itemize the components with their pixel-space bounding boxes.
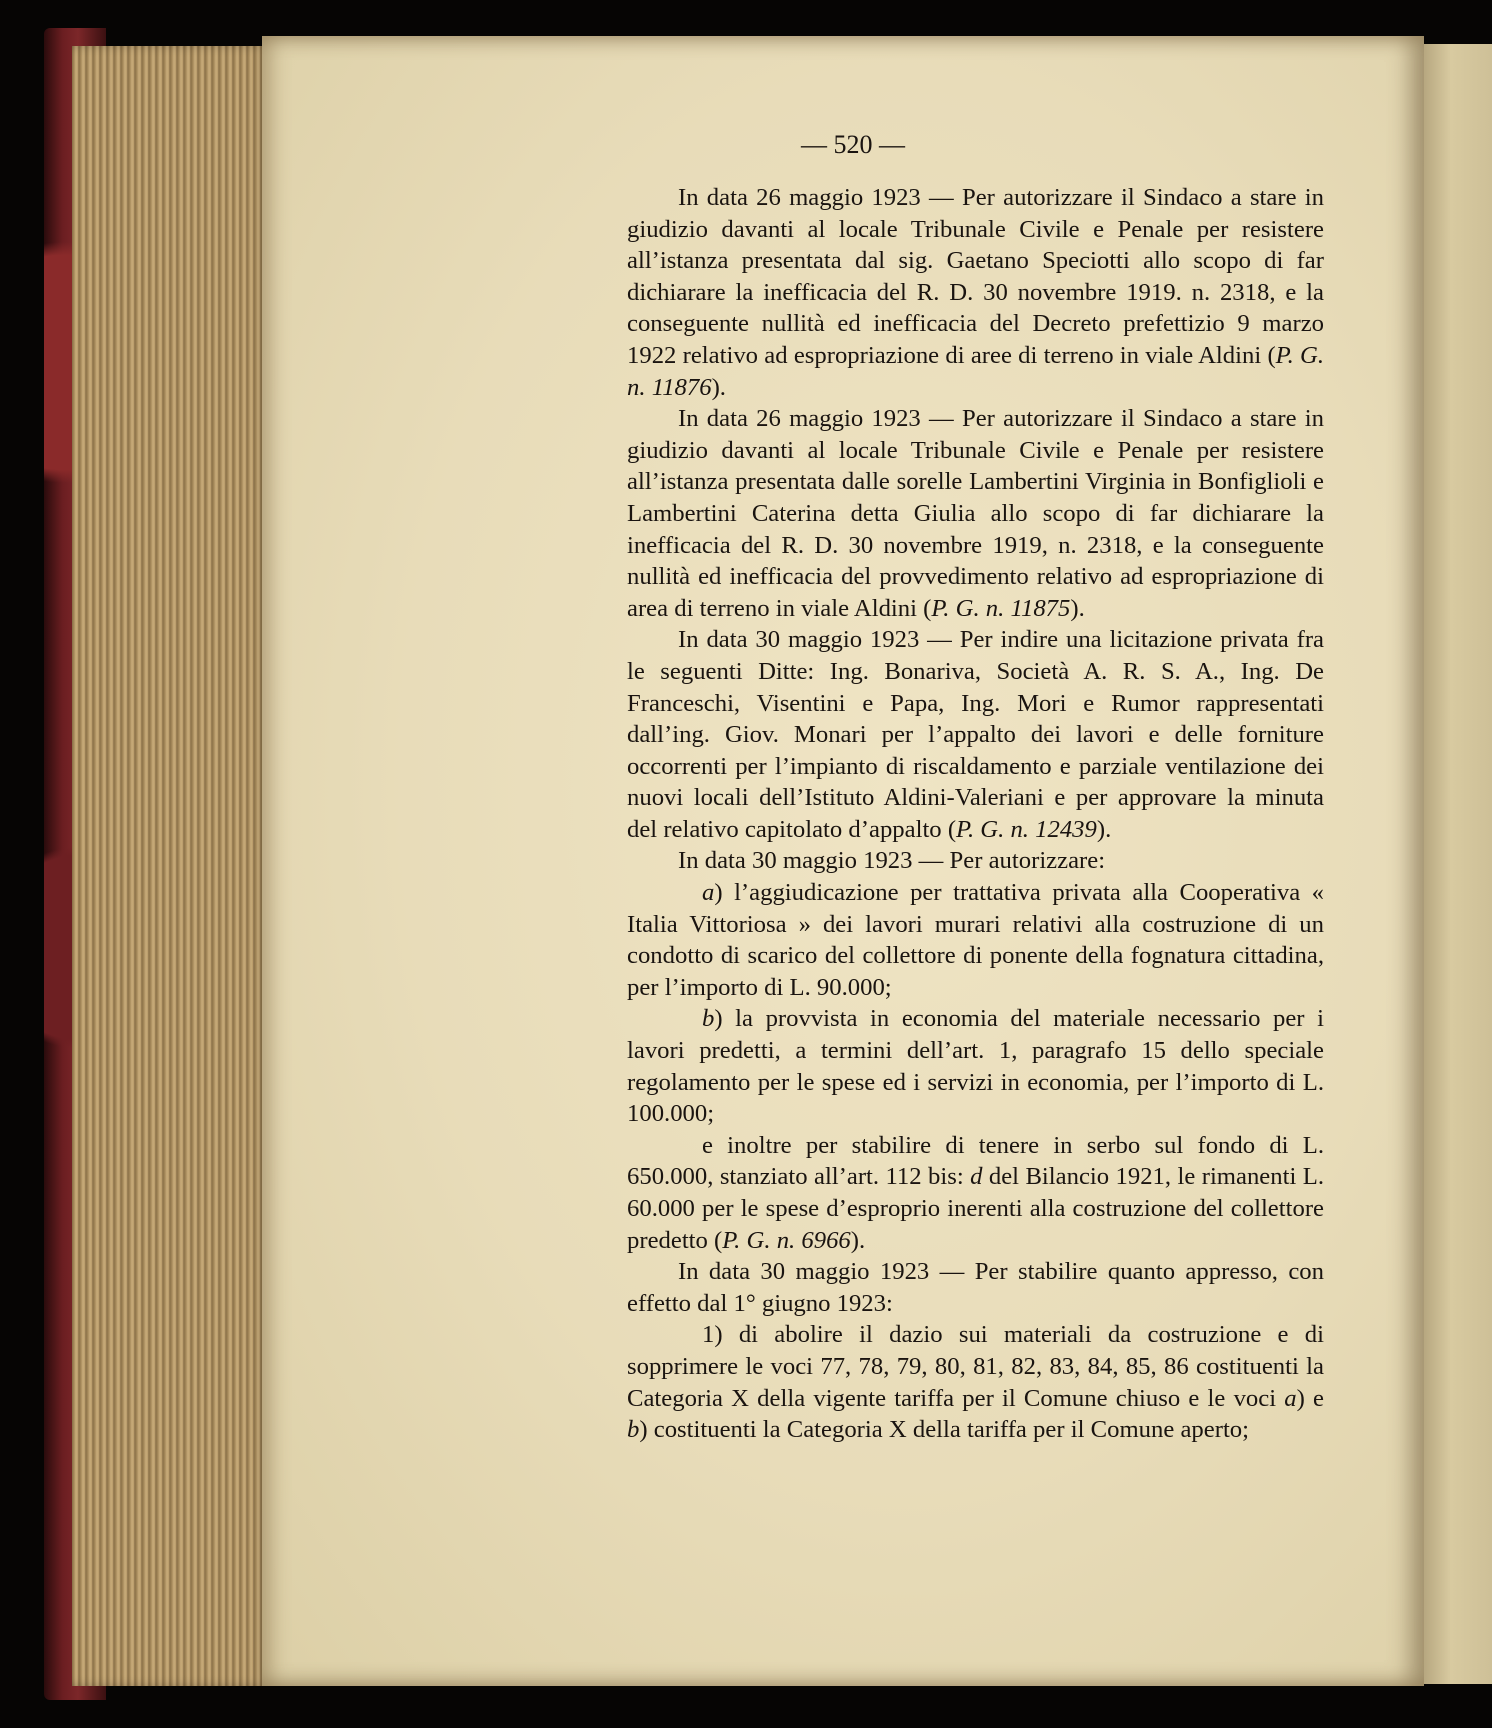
paragraph-3: In data 30 maggio 1923 — Per indire una licitazione privata fra le seguenti Ditte: Ing. Bonariva, Società A. R. S. A., Ing. De Franceschi, Visentini e Papa, Ing. Mori e Rumor rappresentati dall’ing. Giov. Monari per l’appalto dei lavori e delle forniture occorrenti per l’impianto di riscaldamento e parziale ventilazione dei nuovi locali dell’Istituto Aldini-Valeriani e per approvare la minuta del relativo capitolato d’appalto (P. G. n. 12439). [627,626,1324,843]
paragraph-2: In data 26 maggio 1923 — Per autorizzare il Sindaco a stare in giudizio davanti al locale Tribunale Civile e Penale per resistere all’istanza presentata dalle sorelle Lambertini Virginia in Bonfiglioli e Lambertini Caterina detta Giulia allo scopo di far dichiarare la inefficacia del R. D. 30 novembre 1919, n. 2318, e la conseguente nullità ed inefficacia del provvedimento relativo ad espropriazione di area di terreno in viale Aldini (P. G. n. 11875). [627,405,1324,622]
facing-page-edge [1418,44,1492,1684]
page-edges [72,46,268,1686]
item-label: b [627,1416,640,1444]
paragraph-7: e inoltre per stabilire di tenere in serbo sul fondo di L. 650.000, stanziato all’art. 112 bis: d del Bilancio 1921, le rimanenti L. 60.000 per le spese d’esproprio inerenti alla costruzione del collettore predetto (P. G. n. 6966). [627,1131,1324,1254]
paragraph-8: In data 30 maggio 1923 — Per stabilire quanto appresso, con effetto dal 1° giugno 1923: [627,1258,1324,1317]
protocol-reference: P. G. n. 11876 [627,341,1324,401]
protocol-reference: P. G. n. 12439 [956,815,1097,843]
item-label: a [1284,1384,1297,1412]
protocol-reference: P. G. n. 6966 [722,1226,851,1254]
paragraph-4: In data 30 maggio 1923 — Per autorizzare: [678,847,1106,875]
page-body [627,182,1324,1446]
paragraph-9: 1) di abolire il dazio sui materiali da costruzione e di sopprimere le voci 77, 78, 79, 80, 81, 82, 83, 84, 85, 86 costituenti la Categoria X della vigente tariffa per il Comune chiuso e le voci a) e b) costituenti la Categoria X della tariffa per il Comune aperto; [627,1321,1324,1444]
protocol-reference: P. G. n. 11875 [931,594,1071,622]
paragraph-1: In data 26 maggio 1923 — Per autorizzare il Sindaco a stare in giudizio davanti al locale Tribunale Civile e Penale per resistere all’istanza presentata dal sig. Gaetano Speciotti allo scopo di far dichiarare la inefficacia del R. D. 30 novembre 1919. n. 2318, e la conseguente nullità ed inefficacia del Decreto prefettizio 9 marzo 1922 relativo ad espropriazione di aree di terreno in viale Aldini (P. G. n. 11876). [627,184,1324,401]
item-label: a [702,879,715,907]
paragraph-5-item-a: a) l’aggiudicazione per trattativa privata alla Cooperativa « Italia Vittoriosa » dei lavori murari relativi alla costruzione di un condotto di scarico del collettore di ponente della fognatura cittadina, per l’importo di L. 90.000; [627,879,1324,1001]
book-page [262,36,1424,1686]
paragraph-6-item-b: b) la provvista in economia del materiale necessario per i lavori predetti, a termini dell’art. 1, paragrafo 15 dello speciale regolamento per le spese ed i servizi in economia, per l’importo di L. 100.000; [627,1005,1324,1128]
item-label: d [970,1163,983,1191]
page-number: — 520 — [801,130,905,159]
item-label: b [702,1005,715,1033]
